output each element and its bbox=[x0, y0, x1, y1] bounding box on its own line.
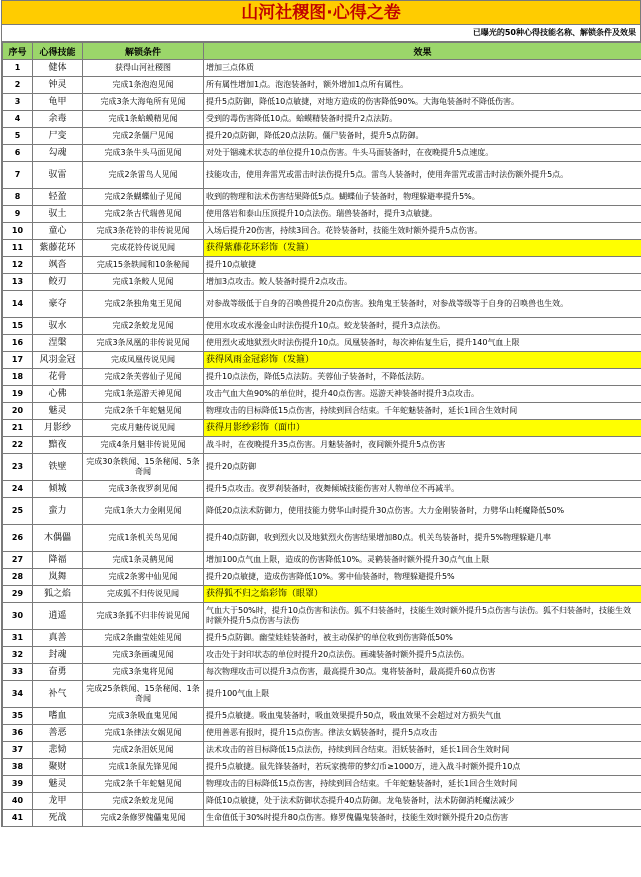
table-row bbox=[3, 776, 641, 793]
table-row bbox=[3, 420, 641, 437]
unlock-condition: 完成3条画魂见闻 bbox=[83, 647, 204, 664]
page-subtitle: 已曝光的50种心得技能名称、解锁条件及效果 bbox=[2, 25, 641, 42]
skill-name: 奋勇 bbox=[33, 664, 83, 681]
row-number: 2 bbox=[3, 77, 33, 94]
unlock-condition: 完成2条幽莹娃娃见闻 bbox=[83, 630, 204, 647]
skill-name: 降福 bbox=[33, 552, 83, 569]
skill-name: 封魂 bbox=[33, 647, 83, 664]
skill-effect: 提升5点攻击。夜罗刹装备时，夜舞倾城技能伤害对人物单位不再减半。 bbox=[204, 481, 641, 498]
row-number: 24 bbox=[3, 481, 33, 498]
skill-effect: 提升10点法伤，降低5点法防。芙蓉仙子装备时，不降低法防。 bbox=[204, 369, 641, 386]
unlock-condition: 完成3条鬼将见闻 bbox=[83, 664, 204, 681]
unlock-condition: 完成2条雷鸟人见闻 bbox=[83, 162, 204, 189]
skill-name: 勾魂 bbox=[33, 145, 83, 162]
row-number: 41 bbox=[3, 810, 33, 827]
row-number: 20 bbox=[3, 403, 33, 420]
skill-name: 岚舞 bbox=[33, 569, 83, 586]
table-row bbox=[3, 742, 641, 759]
unlock-condition: 完成2条泪妖见闻 bbox=[83, 742, 204, 759]
skill-name: 蛮力 bbox=[33, 498, 83, 525]
table-row bbox=[3, 189, 641, 206]
row-number: 18 bbox=[3, 369, 33, 386]
skills-table bbox=[2, 42, 641, 827]
skill-effect: 受到的毒伤害降低10点。蛤蟆精装备时提升2点法防。 bbox=[204, 111, 641, 128]
row-number: 36 bbox=[3, 725, 33, 742]
row-number: 38 bbox=[3, 759, 33, 776]
table-row bbox=[3, 586, 641, 603]
unlock-condition: 完成2条芙蓉仙子见闻 bbox=[83, 369, 204, 386]
unlock-condition: 完成25条轶闻、15条秘闻、1条奇闻 bbox=[83, 681, 204, 708]
row-number: 26 bbox=[3, 525, 33, 552]
page-title: 山河社稷图·心得之卷 bbox=[2, 0, 641, 25]
row-number: 31 bbox=[3, 630, 33, 647]
skill-effect: 获得狐不归之焰彩饰（眼罩） bbox=[204, 586, 641, 603]
header-skill: 心得技能 bbox=[33, 43, 83, 60]
skill-name: 尸变 bbox=[33, 128, 83, 145]
skill-name: 铁壁 bbox=[33, 454, 83, 481]
skill-effect: 使用烈火或地狱烈火时法伤提升10点。凤凰装备时，每次神佑复生后，提升140气血上限 bbox=[204, 335, 641, 352]
table-row bbox=[3, 128, 641, 145]
unlock-condition: 完成2条千年蛇魅见闻 bbox=[83, 403, 204, 420]
skill-name: 紫藤花环 bbox=[33, 240, 83, 257]
skill-name: 聚财 bbox=[33, 759, 83, 776]
skill-effect: 提升5点防御。幽莹娃娃装备时，被主动保护的单位收到伤害降低50% bbox=[204, 630, 641, 647]
table-row bbox=[3, 94, 641, 111]
row-number: 21 bbox=[3, 420, 33, 437]
row-number: 7 bbox=[3, 162, 33, 189]
skill-effect: 所有属性增加1点。泡泡装备时，额外增加1点所有属性。 bbox=[204, 77, 641, 94]
table-row bbox=[3, 369, 641, 386]
skill-effect: 提升20点防御 bbox=[204, 454, 641, 481]
sheet bbox=[1, 0, 641, 827]
row-number: 17 bbox=[3, 352, 33, 369]
row-number: 4 bbox=[3, 111, 33, 128]
skill-effect: 获得紫藤花环彩饰（发箍） bbox=[204, 240, 641, 257]
skill-effect: 物理攻击的目标降低15点伤害，持续到回合结束。千年蛇魅装备时，延长1回合生效时间 bbox=[204, 776, 641, 793]
skill-effect: 增加三点体质 bbox=[204, 60, 641, 77]
skill-effect: 提升5点敏捷。鼠先锋装备时，若玩家携带的梦幻币≥1000万，进入战斗时额外提升10点 bbox=[204, 759, 641, 776]
row-number: 3 bbox=[3, 94, 33, 111]
skill-name: 狐之焰 bbox=[33, 586, 83, 603]
table-row bbox=[3, 525, 641, 552]
skill-effect: 提升40点防御，收到烈火以及地狱烈火伤害结果增加80点。机关鸟装备时，提升5%物理躲避几率 bbox=[204, 525, 641, 552]
skill-name: 驭雷 bbox=[33, 162, 83, 189]
table-row bbox=[3, 708, 641, 725]
unlock-condition: 完成2条雾中仙见闻 bbox=[83, 569, 204, 586]
skill-effect: 收到的物理和法术伤害结果降低5点。蝴蝶仙子装备时，物理躲避率提升5%。 bbox=[204, 189, 641, 206]
skill-effect: 增加100点气血上限，造成的伤害降低10%。灵鹤装备时额外提升30点气血上限 bbox=[204, 552, 641, 569]
row-number: 30 bbox=[3, 603, 33, 630]
row-number: 11 bbox=[3, 240, 33, 257]
unlock-condition: 完成1条鲛人见闻 bbox=[83, 274, 204, 291]
table-row bbox=[3, 257, 641, 274]
skill-name: 魅灵 bbox=[33, 776, 83, 793]
row-number: 28 bbox=[3, 569, 33, 586]
skill-effect: 使用落岩和泰山压顶提升10点法伤。瑞兽装备时，提升3点敏捷。 bbox=[204, 206, 641, 223]
skill-effect: 获得风雨金冠彩饰（发箍） bbox=[204, 352, 641, 369]
row-number: 16 bbox=[3, 335, 33, 352]
skill-name: 死战 bbox=[33, 810, 83, 827]
row-number: 39 bbox=[3, 776, 33, 793]
row-number: 40 bbox=[3, 793, 33, 810]
skill-effect: 生命值低于30%时提升80点伤害。修罗傀儡鬼装备时，技能生效时额外提升20点伤害 bbox=[204, 810, 641, 827]
skill-name: 心佛 bbox=[33, 386, 83, 403]
row-number: 6 bbox=[3, 145, 33, 162]
skill-name: 轻盈 bbox=[33, 189, 83, 206]
unlock-condition: 完成2条蛟龙见闻 bbox=[83, 793, 204, 810]
skill-effect: 入场后提升20伤害，持续3回合。花铃装备时，技能生效时额外提升5点伤害。 bbox=[204, 223, 641, 240]
skill-name: 豪夺 bbox=[33, 291, 83, 318]
skill-effect: 提升5点敏捷。吸血鬼装备时，吸血效果提升50点，吸血效果不会超过对方损失气血 bbox=[204, 708, 641, 725]
skill-effect: 气血大于50%时，提升10点伤害和法伤。狐不归装备时，技能生效时额外提升5点伤害与法伤。狐不归装备时，技能生效时额外提升5点伤害与法伤 bbox=[204, 603, 641, 630]
skill-name: 余毒 bbox=[33, 111, 83, 128]
row-number: 23 bbox=[3, 454, 33, 481]
skill-name: 风羽金冠 bbox=[33, 352, 83, 369]
table-row bbox=[3, 403, 641, 420]
skill-effect: 降低20点法术防御力，使用技能力劈华山时提升30点伤害。大力金刚装备时，力劈华山耗魔降低50% bbox=[204, 498, 641, 525]
skill-effect: 提升5点防御，降低10点敏捷，对地方造成的伤害降低90%。大海龟装备时不降低伤害。 bbox=[204, 94, 641, 111]
row-number: 9 bbox=[3, 206, 33, 223]
table-header-row bbox=[3, 43, 641, 60]
skill-effect: 攻击气血大鱼90%的单位时，提升40点伤害。巡游天神装备时提升3点攻击。 bbox=[204, 386, 641, 403]
unlock-condition: 完成1条律法女娲见闻 bbox=[83, 725, 204, 742]
table-row bbox=[3, 111, 641, 128]
table-row bbox=[3, 162, 641, 189]
table-row bbox=[3, 206, 641, 223]
skill-name: 驭土 bbox=[33, 206, 83, 223]
table-row bbox=[3, 810, 641, 827]
row-number: 10 bbox=[3, 223, 33, 240]
unlock-condition: 完成3条凤凰的非传说见闻 bbox=[83, 335, 204, 352]
skill-effect: 物理攻击的目标降低15点伤害，持续到回合结束。千年蛇魅装备时，延长1回合生效时间 bbox=[204, 403, 641, 420]
unlock-condition: 完成2条蛟龙见闻 bbox=[83, 318, 204, 335]
unlock-condition: 完成2条修罗傀儡鬼见闻 bbox=[83, 810, 204, 827]
table-row bbox=[3, 145, 641, 162]
skill-effect: 降低10点敏捷，处于法术防御状态提升40点防御。龙龟装备时，法术防御消耗魔法减少 bbox=[204, 793, 641, 810]
skill-effect: 提升20点敏捷，造成伤害降低10%。雾中仙装备时，物理躲避提升5% bbox=[204, 569, 641, 586]
skill-name: 月影纱 bbox=[33, 420, 83, 437]
row-number: 27 bbox=[3, 552, 33, 569]
skill-effect: 攻击处于封印状态的单位时提升20点法伤。画魂装备时额外提升5点法伤。 bbox=[204, 647, 641, 664]
row-number: 13 bbox=[3, 274, 33, 291]
unlock-condition: 完成3条狐不归非传说见闻 bbox=[83, 603, 204, 630]
row-number: 35 bbox=[3, 708, 33, 725]
skill-name: 涅槃 bbox=[33, 335, 83, 352]
unlock-condition: 完成3条大海龟所有见闻 bbox=[83, 94, 204, 111]
unlock-condition: 完成2条千年蛇魅见闻 bbox=[83, 776, 204, 793]
header-no: 序号 bbox=[3, 43, 33, 60]
table-row bbox=[3, 569, 641, 586]
table-row bbox=[3, 335, 641, 352]
header-effect: 效果 bbox=[204, 43, 641, 60]
unlock-condition: 完成花铃传说见闻 bbox=[83, 240, 204, 257]
skill-name: 嗜血 bbox=[33, 708, 83, 725]
skill-name: 龙甲 bbox=[33, 793, 83, 810]
table-body bbox=[3, 60, 641, 827]
row-number: 29 bbox=[3, 586, 33, 603]
row-number: 37 bbox=[3, 742, 33, 759]
skill-name: 补气 bbox=[33, 681, 83, 708]
unlock-condition: 完成2条僵尸见闻 bbox=[83, 128, 204, 145]
skill-effect: 增加3点攻击。鲛人装备时提升2点攻击。 bbox=[204, 274, 641, 291]
table-row bbox=[3, 630, 641, 647]
skill-effect: 提升20点防御，降低20点法防。僵尸装备时，提升5点防御。 bbox=[204, 128, 641, 145]
table-row bbox=[3, 240, 641, 257]
table-row bbox=[3, 603, 641, 630]
skill-name: 飒沓 bbox=[33, 257, 83, 274]
row-number: 33 bbox=[3, 664, 33, 681]
skill-name: 健体 bbox=[33, 60, 83, 77]
skill-name: 魅灵 bbox=[33, 403, 83, 420]
unlock-condition: 完成3条牛头马面见闻 bbox=[83, 145, 204, 162]
skill-effect: 法术攻击的首目标降低15点法伤，持续到回合结束。泪妖装备时，延长1回合生效时间 bbox=[204, 742, 641, 759]
skill-name: 龟甲 bbox=[33, 94, 83, 111]
unlock-condition: 完成2条蝴蝶仙子见闻 bbox=[83, 189, 204, 206]
row-number: 8 bbox=[3, 189, 33, 206]
skill-name: 逍遥 bbox=[33, 603, 83, 630]
table-row bbox=[3, 454, 641, 481]
row-number: 22 bbox=[3, 437, 33, 454]
skill-effect: 使用水攻或水漫金山时法伤提升10点。蛟龙装备时，提升3点法伤。 bbox=[204, 318, 641, 335]
table-row bbox=[3, 437, 641, 454]
skill-name: 童心 bbox=[33, 223, 83, 240]
row-number: 14 bbox=[3, 291, 33, 318]
skill-effect: 对处于锢魂术状态的单位提升10点伤害。牛头马面装备时，在夜晚提升5点速度。 bbox=[204, 145, 641, 162]
unlock-condition: 完成4条月魅非传说见闻 bbox=[83, 437, 204, 454]
unlock-condition: 完成1条机关鸟见闻 bbox=[83, 525, 204, 552]
unlock-condition: 完成15条轶闻和10条秘闻 bbox=[83, 257, 204, 274]
row-number: 25 bbox=[3, 498, 33, 525]
skill-effect: 获得月影纱彩饰（面巾） bbox=[204, 420, 641, 437]
table-row bbox=[3, 725, 641, 742]
table-row bbox=[3, 274, 641, 291]
table-row bbox=[3, 352, 641, 369]
row-number: 34 bbox=[3, 681, 33, 708]
unlock-condition: 完成3条夜罗刹见闻 bbox=[83, 481, 204, 498]
table-row bbox=[3, 664, 641, 681]
unlock-condition: 完成2条古代瑞兽见闻 bbox=[83, 206, 204, 223]
table-row bbox=[3, 552, 641, 569]
skill-name: 驭水 bbox=[33, 318, 83, 335]
table-row bbox=[3, 498, 641, 525]
skill-effect: 战斗时，在夜晚提升35点伤害。月魅装备时，夜间额外提升5点伤害 bbox=[204, 437, 641, 454]
unlock-condition: 完成1条蛤蟆精见闻 bbox=[83, 111, 204, 128]
unlock-condition: 完成1条泡泡见闻 bbox=[83, 77, 204, 94]
skill-name: 倾城 bbox=[33, 481, 83, 498]
unlock-condition: 完成1条鼠先锋见闻 bbox=[83, 759, 204, 776]
skill-name: 善恶 bbox=[33, 725, 83, 742]
unlock-condition: 完成1条灵鹤见闻 bbox=[83, 552, 204, 569]
header-condition: 解锁条件 bbox=[83, 43, 204, 60]
table-row bbox=[3, 318, 641, 335]
skill-effect: 技能攻击，使用奔雷咒或雷击时法伤提升5点。雷鸟人装备时，使用奔雷咒或雷击时法伤额外提升5点。 bbox=[204, 162, 641, 189]
skill-name: 木偶儡 bbox=[33, 525, 83, 552]
unlock-condition: 完成2条独角鬼王见闻 bbox=[83, 291, 204, 318]
unlock-condition: 完成30条轶闻、15条秘闻、5条奇闻 bbox=[83, 454, 204, 481]
skill-name: 真善 bbox=[33, 630, 83, 647]
skill-effect: 每次物理攻击可以提升3点伤害，最高提升30点。鬼将装备时，最高提升60点伤害 bbox=[204, 664, 641, 681]
skill-name: 黯夜 bbox=[33, 437, 83, 454]
row-number: 1 bbox=[3, 60, 33, 77]
unlock-condition: 完成凤凰传说见闻 bbox=[83, 352, 204, 369]
skill-effect: 对参战等级低于自身的召唤兽提升20点伤害。独角鬼王装备时，对参战等级等于自身的召唤兽也生效。 bbox=[204, 291, 641, 318]
table-row bbox=[3, 77, 641, 94]
unlock-condition: 完成月魅传说见闻 bbox=[83, 420, 204, 437]
skill-name: 钟灵 bbox=[33, 77, 83, 94]
table-row bbox=[3, 759, 641, 776]
unlock-condition: 获得山河社稷图 bbox=[83, 60, 204, 77]
row-number: 32 bbox=[3, 647, 33, 664]
skill-effect: 提升100气血上限 bbox=[204, 681, 641, 708]
unlock-condition: 完成1条大力金刚见闻 bbox=[83, 498, 204, 525]
skill-effect: 提升10点敏捷 bbox=[204, 257, 641, 274]
table-row bbox=[3, 481, 641, 498]
unlock-condition: 完成狐不归传说见闻 bbox=[83, 586, 204, 603]
unlock-condition: 完成3条花铃的非传说见闻 bbox=[83, 223, 204, 240]
skill-name: 花骨 bbox=[33, 369, 83, 386]
unlock-condition: 完成1条巡游天神见闻 bbox=[83, 386, 204, 403]
table-row bbox=[3, 647, 641, 664]
skill-name: 鲛刃 bbox=[33, 274, 83, 291]
skill-effect: 使用善恶有报时，提升15点伤害。律法女娲装备时，提升5点攻击 bbox=[204, 725, 641, 742]
table-row bbox=[3, 223, 641, 240]
unlock-condition: 完成3条吸血鬼见闻 bbox=[83, 708, 204, 725]
table-row bbox=[3, 386, 641, 403]
table-row bbox=[3, 60, 641, 77]
row-number: 15 bbox=[3, 318, 33, 335]
table-row bbox=[3, 681, 641, 708]
table-row bbox=[3, 291, 641, 318]
table-row bbox=[3, 793, 641, 810]
row-number: 5 bbox=[3, 128, 33, 145]
row-number: 12 bbox=[3, 257, 33, 274]
skill-name: 悲恸 bbox=[33, 742, 83, 759]
row-number: 19 bbox=[3, 386, 33, 403]
